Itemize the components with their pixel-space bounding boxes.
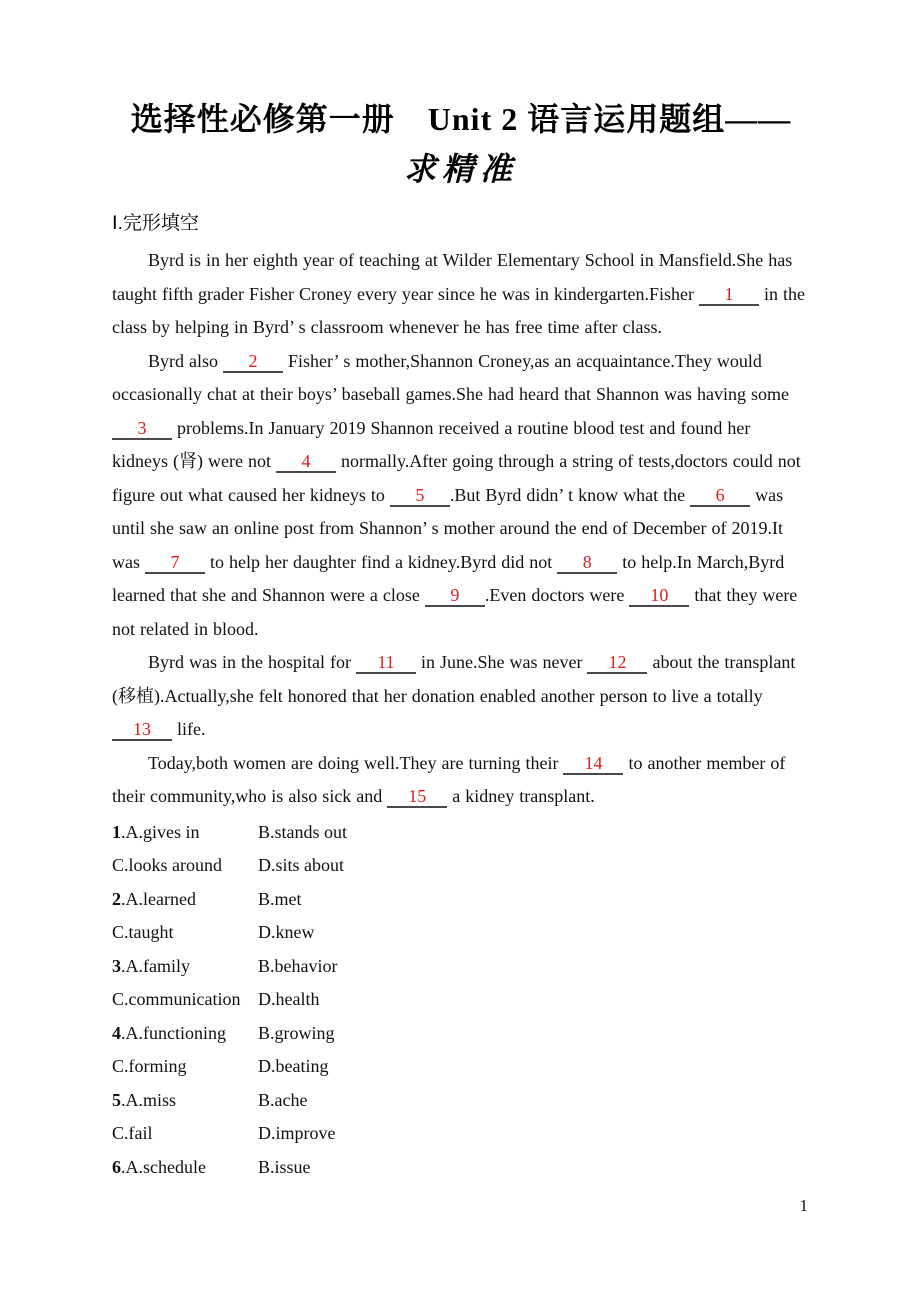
option-cell-left: 3.A.family (112, 955, 190, 976)
passage-text: .But Byrd didn’ t know what the (449, 484, 691, 505)
cloze-blank (112, 720, 172, 741)
option-row (112, 916, 810, 950)
option-cell-right: B.behavior (258, 955, 338, 976)
question-number: 1 (112, 821, 121, 842)
question-number: 5 (112, 1089, 121, 1110)
blank-number: 10 (650, 585, 669, 605)
option-cell-left: 4.A.functioning (112, 1022, 226, 1043)
passage-text: to another member of their community,who is also sick and (112, 752, 786, 806)
passage-text: normally.After going through a string of tests,doctors could not figure out what caused her kidneys to (112, 451, 801, 505)
option-cell-left: 6.A.schedule (112, 1156, 206, 1177)
option-cell-right: B.stands out (258, 821, 348, 842)
blank-number: 5 (415, 484, 425, 505)
option-cell-right: B.ache (258, 1089, 308, 1110)
passage-text: in the class by helping in Byrd’ s classroom whenever he has free time after class. (112, 283, 805, 337)
option-row (112, 1017, 810, 1051)
option-row (112, 1151, 810, 1185)
option-cell-left: C.forming (112, 1056, 187, 1076)
blank-number: 11 (377, 652, 395, 672)
question-number: 4 (112, 1022, 121, 1043)
blank-number: 12 (608, 652, 627, 672)
blank-number: 14 (584, 752, 603, 773)
passage-text: Today,both women are doing well.They are turning their (148, 752, 564, 773)
option-cell-right: B.issue (258, 1156, 311, 1177)
cloze-blank (223, 352, 283, 373)
options-list (112, 816, 810, 1185)
passage-text: Byrd is in her eighth year of teaching at Wilder Elementary School in Mansfield.She has taught fifth grader Fisher Croney every year since he was in kindergarten.Fisher (112, 250, 793, 304)
passage-text: in June.She was never (415, 652, 588, 672)
passage-text: that they were not related in blood. (112, 585, 798, 639)
passage-text: to help.In March,Byrd learned that she and Shannon were a close (112, 551, 785, 605)
page-title-line1: 选择性必修第一册 Unit 2 语言运用题组—— (130, 101, 792, 137)
passage-paragraph (112, 646, 810, 747)
blank-number: 1 (724, 283, 734, 304)
passage-text: Fisher’ s mother,Shannon Croney,as an acquaintance.They would occasionally chat at their boys’ baseball games.She had heard that Shannon was having some (112, 350, 789, 404)
cloze-blank (629, 586, 689, 607)
cloze-blank (587, 653, 647, 674)
option-cell-left: 5.A.miss (112, 1089, 177, 1110)
option-cell-right: B.growing (258, 1022, 335, 1043)
cloze-blank (699, 285, 759, 306)
passage-paragraph (112, 747, 810, 814)
blank-number: 7 (170, 551, 180, 572)
passage-text: life. (172, 719, 206, 739)
option-cell-right: D.beating (258, 1056, 329, 1076)
passage-text: Byrd also (148, 350, 223, 371)
question-number: 2 (112, 888, 121, 909)
blank-number: 9 (450, 585, 460, 605)
passage-text: Byrd was in the hospital for (148, 652, 356, 672)
blank-number: 4 (301, 451, 311, 471)
option-row (112, 1084, 810, 1118)
passage-text: about the transplant (移植).Actually,she felt honored that her donation enabled another person to live a totally (112, 652, 796, 706)
blank-number: 8 (582, 551, 592, 572)
page-number: 1 (799, 1196, 808, 1215)
cloze-blank (425, 586, 485, 607)
option-cell-right: D.improve (258, 1123, 336, 1143)
passage-text: problems.In January 2019 Shannon received a routine blood test and found her kidneys (肾) were not (112, 417, 751, 471)
cloze-blank (276, 452, 336, 473)
cloze-blank (387, 787, 447, 808)
option-row (112, 1050, 810, 1084)
option-row (112, 950, 810, 984)
option-row (112, 1117, 810, 1151)
question-number: 3 (112, 955, 121, 976)
passage-paragraph (112, 244, 810, 345)
blank-number: 2 (248, 350, 258, 371)
passage-paragraph (112, 345, 810, 647)
passage-text: was until she saw an online post from Shannon’ s mother around the end of December of 2019.It was (112, 484, 784, 572)
cloze-blank (557, 553, 617, 574)
page-title (112, 94, 810, 194)
passage-text: to help her daughter find a kidney.Byrd did not (205, 551, 558, 572)
option-row (112, 883, 810, 917)
option-row (112, 816, 810, 850)
passage (112, 244, 810, 814)
question-number: 6 (112, 1156, 121, 1177)
option-cell-left: C.looks around (112, 855, 222, 875)
option-cell-left: 2.A.learned (112, 888, 196, 909)
option-cell-left: 1.A.gives in (112, 821, 200, 842)
blank-number: 15 (408, 786, 427, 806)
cloze-blank (690, 486, 750, 507)
cloze-blank (145, 553, 205, 574)
cloze-blank (356, 653, 416, 674)
option-cell-left: C.taught (112, 922, 174, 942)
option-cell-right: D.sits about (258, 855, 345, 875)
blank-number: 3 (137, 417, 147, 438)
cloze-blank (390, 486, 450, 507)
option-cell-left: C.communication (112, 989, 241, 1009)
page-title-line2: 求精准 (403, 151, 518, 187)
cloze-blank (563, 754, 623, 775)
option-cell-left: C.fail (112, 1123, 153, 1143)
section-heading-cloze: Ⅰ.完形填空 (112, 213, 199, 234)
option-cell-right: B.met (258, 888, 302, 909)
option-row (112, 849, 810, 883)
passage-text: .Even doctors were (484, 585, 630, 605)
blank-number: 13 (133, 719, 151, 739)
blank-number: 6 (715, 484, 725, 505)
cloze-blank (112, 419, 172, 440)
option-cell-right: D.knew (258, 922, 315, 942)
option-row (112, 983, 810, 1017)
option-cell-right: D.health (258, 989, 320, 1009)
passage-text: a kidney transplant. (447, 786, 595, 806)
